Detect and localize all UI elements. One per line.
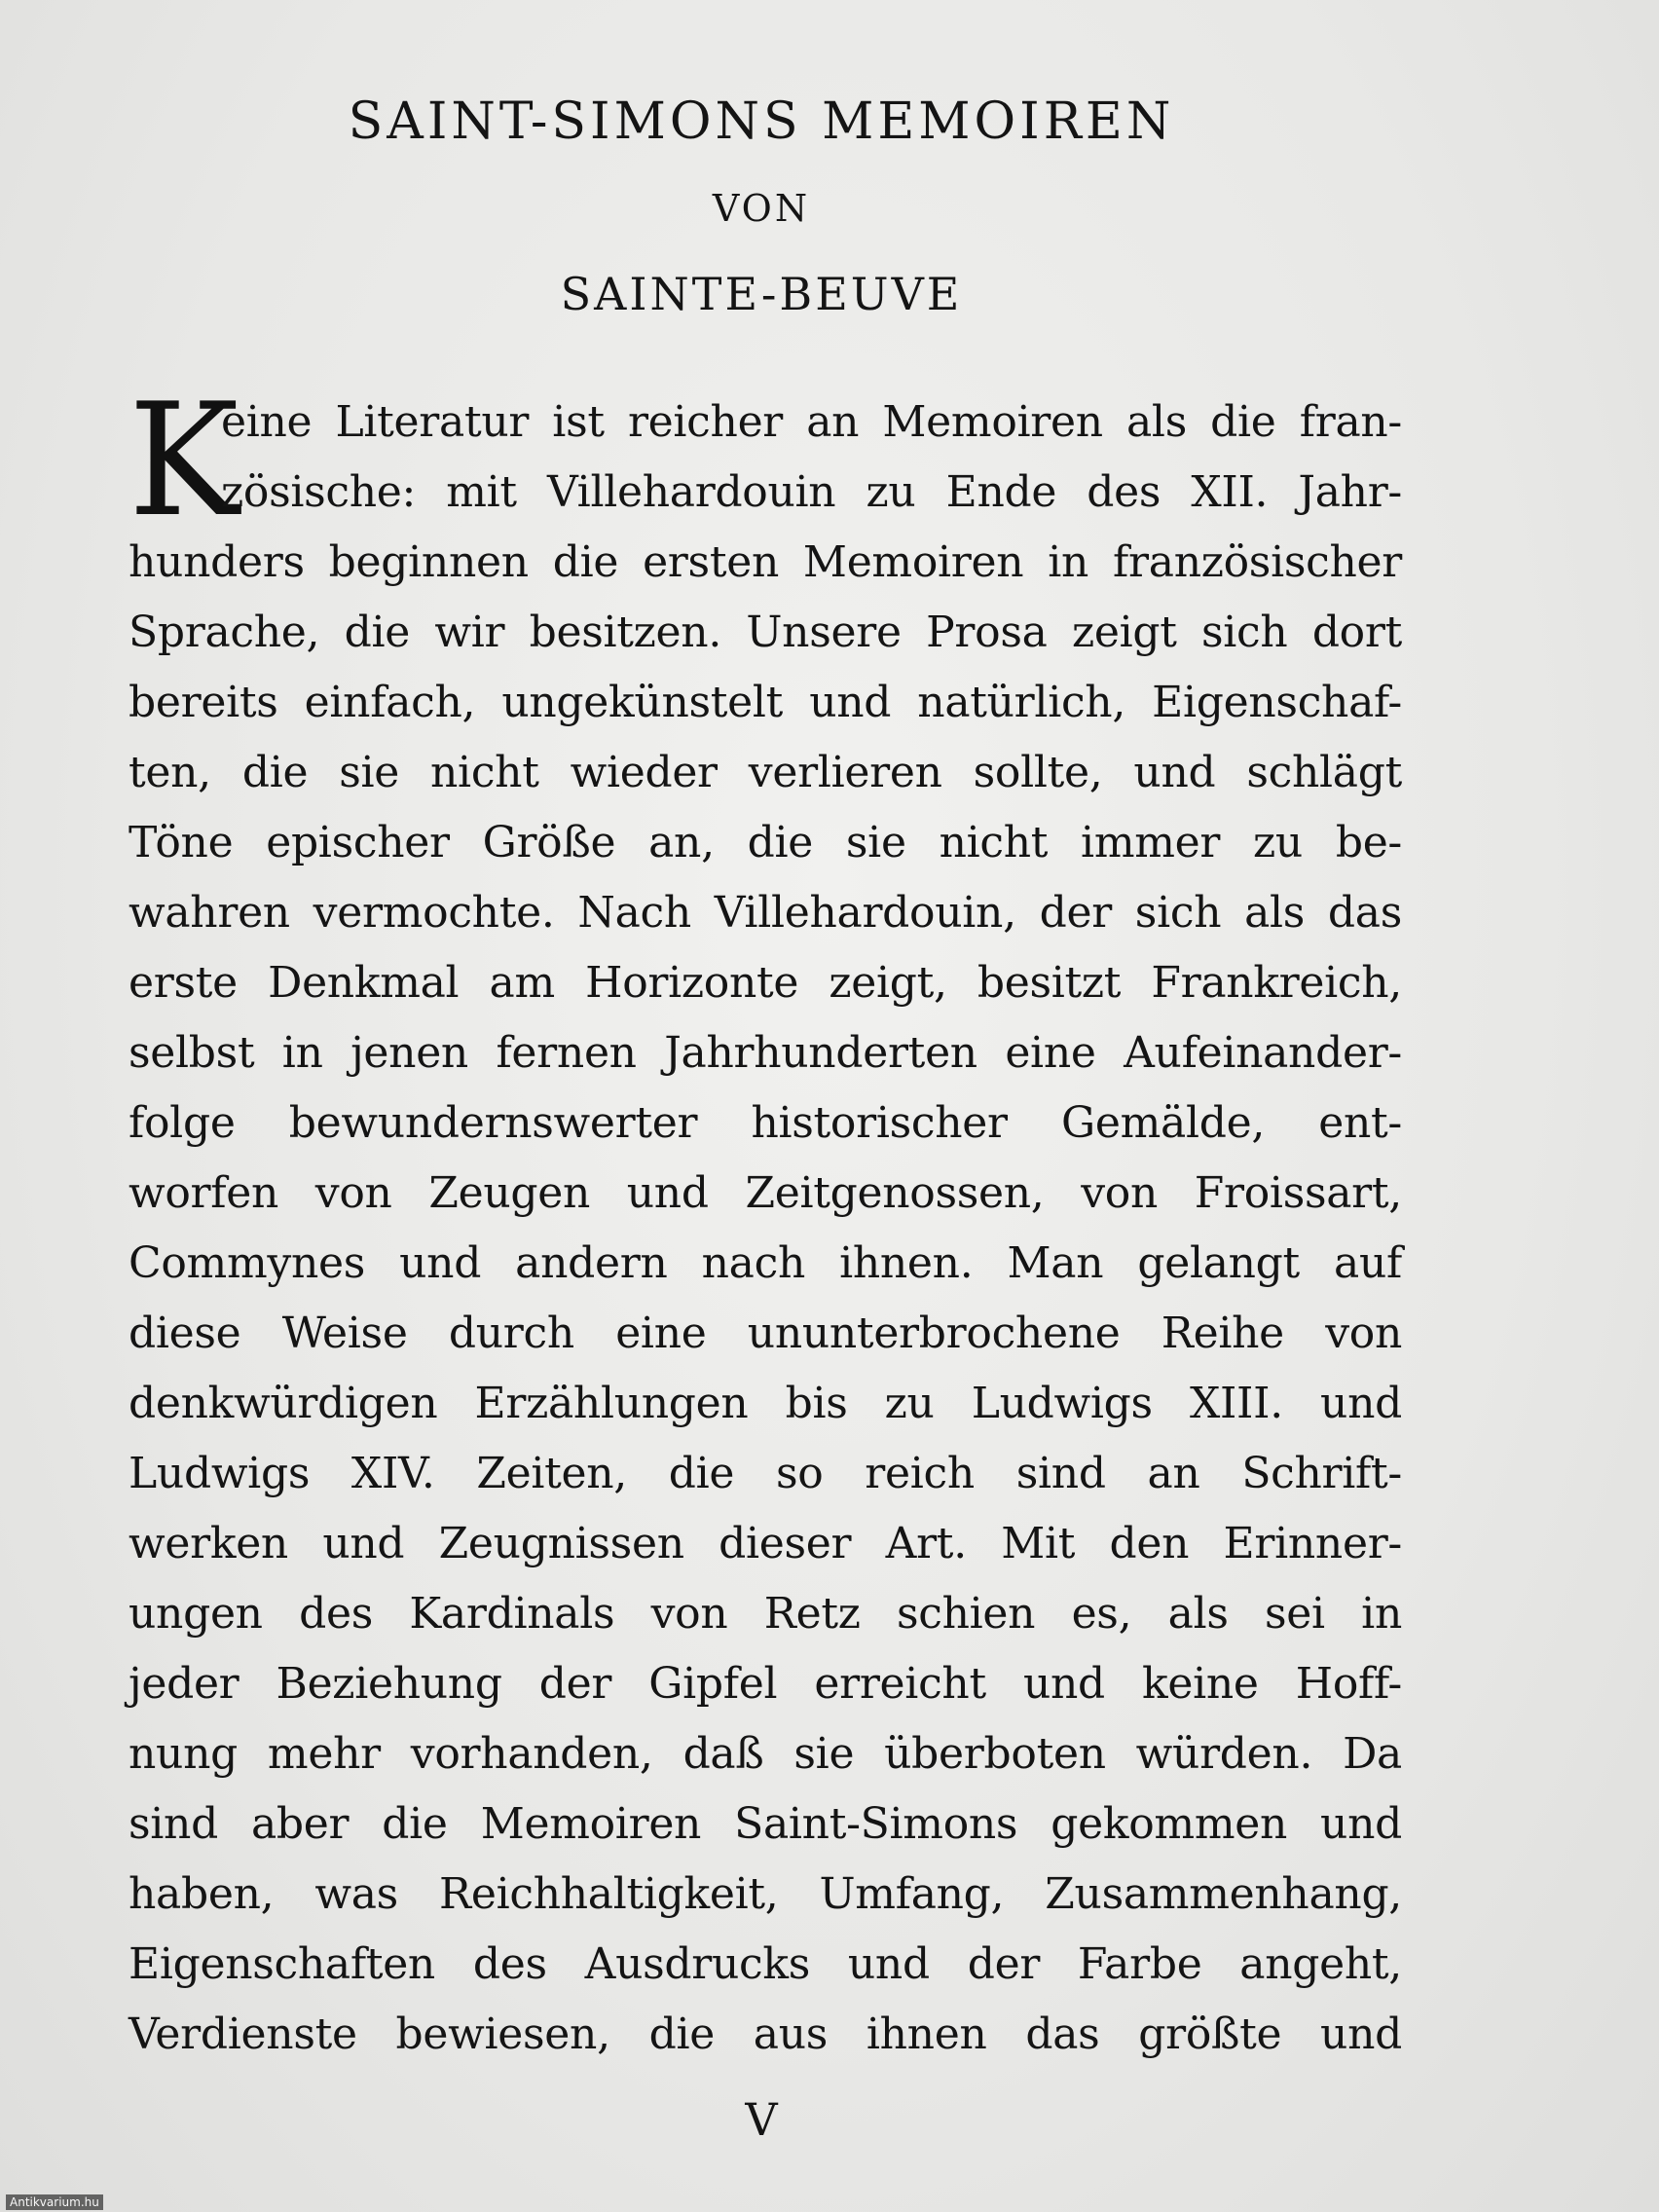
byline: VON xyxy=(712,187,811,230)
text-line: folge bewundernswerter historischer Gemälde, ent- xyxy=(129,1098,1402,1148)
text-line: wahren vermochte. Nach Villehardouin, der sich als das xyxy=(129,888,1402,938)
text-line: eine Literatur ist reicher an Memoiren als die fran- xyxy=(221,397,1402,447)
text-line: bereits einfach, ungekünstelt und natürlich, Eigenschaf- xyxy=(129,678,1402,727)
author-name: SAINTE-BEUVE xyxy=(560,268,963,320)
drop-cap: K xyxy=(129,369,240,551)
text-line: haben, was Reichhaltigkeit, Umfang, Zusammenhang, xyxy=(129,1869,1402,1919)
page-title: SAINT-SIMONS MEMOIREN xyxy=(348,92,1175,151)
text-line: selbst in jenen fernen Jahrhunderten eine Aufeinander- xyxy=(129,1028,1402,1078)
text-line: sind aber die Memoiren Saint-Simons gekommen und xyxy=(129,1799,1402,1849)
text-line: ten, die sie nicht wieder verlieren sollte, und schlägt xyxy=(129,748,1402,797)
text-line: jeder Beziehung der Gipfel erreicht und keine Hoff- xyxy=(129,1659,1402,1709)
text-line: Ludwigs XIV. Zeiten, die so reich sind an Schrift- xyxy=(129,1449,1402,1498)
watermark: Antikvarium.hu xyxy=(6,2194,103,2210)
text-line: zösische: mit Villehardouin zu Ende des XII. Jahr- xyxy=(221,467,1402,517)
text-line: nung mehr vorhanden, daß sie überboten würden. Da xyxy=(129,1729,1402,1779)
text-line: Sprache, die wir besitzen. Unsere Prosa zeigt sich dort xyxy=(129,608,1402,657)
text-line: Commynes und andern nach ihnen. Man gelangt auf xyxy=(129,1238,1402,1288)
text-line: Töne epischer Größe an, die sie nicht immer zu be- xyxy=(129,818,1402,867)
text-line: werken und Zeugnissen dieser Art. Mit den Erinner- xyxy=(129,1519,1402,1568)
page-number: V xyxy=(745,2093,778,2146)
text-line: denkwürdigen Erzählungen bis zu Ludwigs XIII. und xyxy=(129,1379,1402,1428)
body-text xyxy=(129,369,1402,2070)
text-line: Eigenschaften des Ausdrucks und der Farbe angeht, xyxy=(129,1939,1402,1989)
text-line: diese Weise durch eine ununterbrochene Reihe von xyxy=(129,1309,1402,1358)
text-line: erste Denkmal am Horizonte zeigt, besitzt Frankreich, xyxy=(129,958,1402,1008)
text-line: Verdienste bewiesen, die aus ihnen das größte und xyxy=(129,2009,1402,2059)
text-line: hunders beginnen die ersten Memoiren in französischer xyxy=(129,537,1402,587)
text-line: worfen von Zeugen und Zeitgenossen, von Froissart, xyxy=(129,1168,1402,1218)
text-line: ungen des Kardinals von Retz schien es, als sei in xyxy=(129,1589,1402,1639)
